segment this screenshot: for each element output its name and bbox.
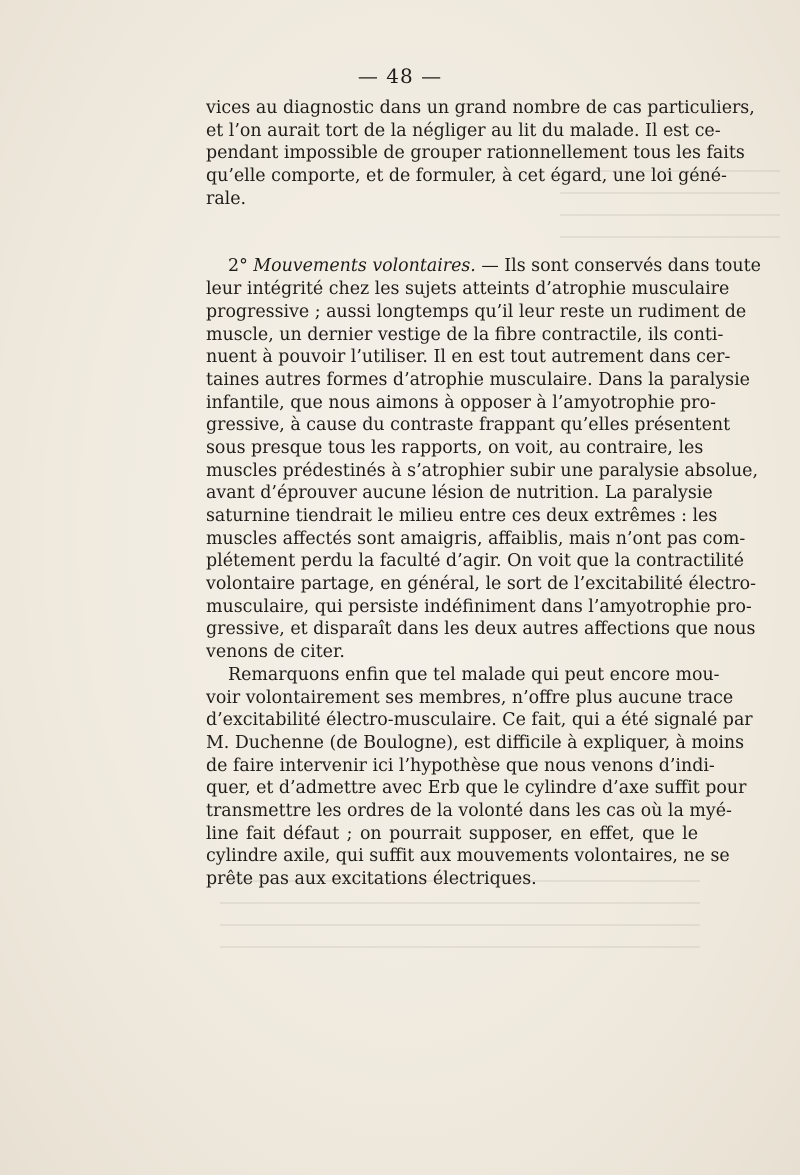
text-line: musculaire, qui persiste indéfiniment dans l’amyotrophie pro- — [206, 596, 752, 617]
text-line: rale. — [206, 188, 247, 209]
section-title: Mouvements volontaires. — [253, 256, 476, 277]
text-line: gressive, à cause du contraste frappant qu’elles présentent — [206, 415, 731, 436]
text-line: qu’elle comporte, et de formuler, à cet égard, une loi géné- — [206, 166, 727, 187]
text-line: transmettre les ordres de la volonté dans les cas où la myé- — [206, 800, 732, 821]
text-line: prête pas aux excitations électriques. — [206, 869, 537, 889]
text-line: cylindre axile, qui suffit aux mouvements volontaires, ne se — [206, 846, 730, 867]
text-line: plétement perdu la faculté d’agir. On voit que la contractilité — [206, 551, 744, 572]
text-line: venons de citer. — [206, 642, 345, 663]
text-line: taines autres formes d’atrophie musculaire. Dans la paralysie — [206, 369, 750, 390]
text-line: et l’on aurait tort de la négliger au lit du malade. Il est ce- — [206, 120, 721, 141]
text-line: d’excitabilité électro-musculaire. Ce fait, qui a été signalé par — [206, 710, 753, 731]
paragraph-2 — [206, 255, 761, 663]
paragraph-3 — [206, 664, 753, 891]
text-line: voir volontairement ses membres, n’offre plus aucune trace — [206, 687, 734, 708]
text-line: vices au diagnostic dans un grand nombre de cas particuliers, — [206, 98, 755, 118]
text-line: de faire intervenir ici l’hypothèse que nous venons d’indi- — [206, 755, 715, 776]
text-line: muscles affectés sont amaigris, affaiblis, mais n’ont pas com- — [206, 528, 746, 549]
paragraph-1 — [206, 97, 755, 210]
text-line: volontaire partage, en général, le sort de l’excitabilité électro- — [206, 574, 757, 595]
text-line: nuent à pouvoir l’utiliser. Il en est tout autrement dans cer- — [206, 347, 731, 368]
text-line: saturnine tiendrait le milieu entre ces deux extrêmes : les — [206, 506, 718, 526]
text-line: gressive, et disparaît dans les deux autres affections que nous — [206, 619, 756, 640]
text-line: line fait défaut ; on pourrait supposer, en effet, que le — [206, 823, 698, 844]
text-line: sous presque tous les rapports, on voit, au contraire, les — [206, 437, 704, 458]
text-line: leur intégrité chez les sujets atteints d’atrophie musculaire — [206, 279, 730, 300]
paragraph-2-first-line — [206, 255, 761, 278]
text-line: pendant impossible de grouper rationnellement tous les faits — [206, 143, 745, 164]
text-line: quer, et d’admettre avec Erb que le cylindre d’axe suffit pour — [206, 778, 747, 799]
text-line: avant d’éprouver aucune lésion de nutrition. La paralysie — [206, 483, 713, 504]
body-text — [206, 97, 761, 891]
section-lead-text: — Ils sont conservés dans toute — [475, 256, 761, 277]
section-number: 2° — [228, 256, 248, 277]
page-number: — 48 — — [357, 64, 443, 88]
text-line: muscle, un dernier vestige de la fibre contractile, ils conti- — [206, 324, 724, 345]
text-line: progressive ; aussi longtemps qu’il leur reste un rudiment de — [206, 301, 747, 322]
text-line: M. Duchenne (de Boulogne), est difficile à expliquer, à moins — [206, 732, 745, 753]
text-line: Remarquons enfin que tel malade qui peut encore mou- — [228, 664, 720, 685]
text-line: muscles prédestinés à s’atrophier subir une paralysie absolue, — [206, 460, 758, 481]
text-line: infantile, que nous aimons à opposer à l’amyotrophie pro- — [206, 392, 716, 413]
